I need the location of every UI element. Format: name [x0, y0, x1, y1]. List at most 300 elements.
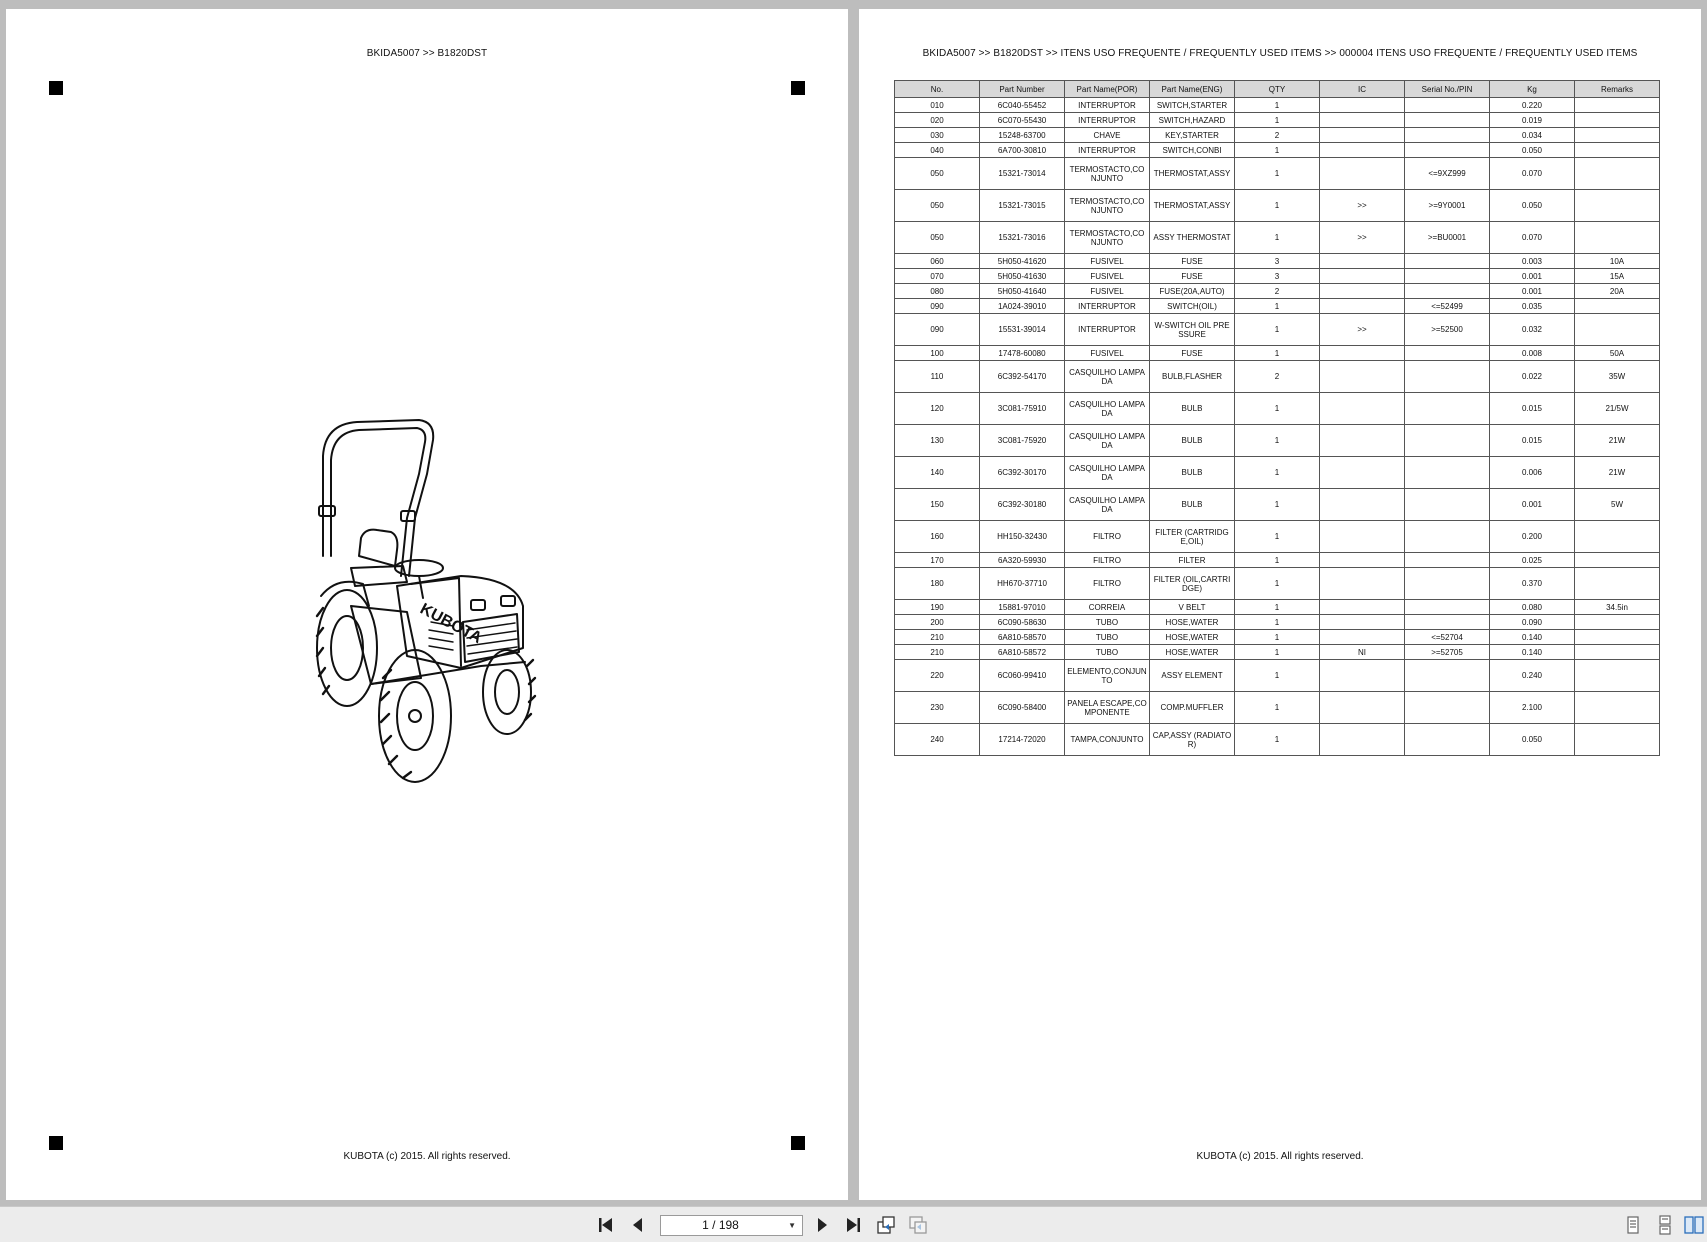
table-cell: >>	[1320, 222, 1405, 254]
table-cell	[1320, 361, 1405, 393]
table-cell	[1320, 284, 1405, 299]
table-cell: 0.140	[1490, 630, 1575, 645]
svg-text:KUBOTA: KUBOTA	[417, 600, 485, 648]
page-number-field[interactable]	[660, 1215, 803, 1236]
table-cell: ASSY ELEMENT	[1150, 660, 1235, 692]
table-cell	[1405, 284, 1490, 299]
column-header: Kg	[1490, 81, 1575, 98]
table-cell: 0.240	[1490, 660, 1575, 692]
table-cell: 1	[1235, 143, 1320, 158]
page-header: BKIDA5007 >> B1820DST >> ITENS USO FREQUENTE / FREQUENTLY USED ITEMS >> 000004 ITENS USO FREQUENTE / FREQUENTLY USED ITEMS	[922, 48, 1638, 59]
table-cell: 1	[1235, 113, 1320, 128]
table-cell: 6C392-54170	[980, 361, 1065, 393]
table-cell: HOSE,WATER	[1150, 615, 1235, 630]
table-cell: 220	[895, 660, 980, 692]
column-header: Part Name(POR)	[1065, 81, 1150, 98]
table-header-row	[895, 81, 1660, 98]
table-row	[895, 113, 1660, 128]
table-cell: SWITCH(OIL)	[1150, 299, 1235, 314]
table-cell	[1575, 98, 1660, 113]
table-cell	[1575, 724, 1660, 756]
table-cell: 15321-73016	[980, 222, 1065, 254]
column-header: Serial No./PIN	[1405, 81, 1490, 98]
table-cell: 1	[1235, 314, 1320, 346]
table-cell: 0.220	[1490, 98, 1575, 113]
table-row	[895, 346, 1660, 361]
table-cell: FILTRO	[1065, 553, 1150, 568]
table-row	[895, 630, 1660, 645]
table-row	[895, 660, 1660, 692]
last-page-icon[interactable]	[843, 1215, 863, 1235]
table-cell: 10A	[1575, 254, 1660, 269]
table-cell: >>	[1320, 314, 1405, 346]
table-cell: <=9XZ999	[1405, 158, 1490, 190]
table-cell: INTERRUPTOR	[1065, 143, 1150, 158]
table-cell	[1575, 143, 1660, 158]
extract-icon[interactable]	[908, 1215, 928, 1235]
table-cell	[1320, 521, 1405, 553]
table-cell: 200	[895, 615, 980, 630]
table-cell: 0.050	[1490, 143, 1575, 158]
table-cell: >>	[1320, 190, 1405, 222]
column-header: QTY	[1235, 81, 1320, 98]
table-cell: SWITCH,STARTER	[1150, 98, 1235, 113]
table-cell: 15531-39014	[980, 314, 1065, 346]
table-cell: FUSE	[1150, 346, 1235, 361]
table-cell	[1320, 113, 1405, 128]
table-cell: 030	[895, 128, 980, 143]
column-header: No.	[895, 81, 980, 98]
table-cell	[1405, 660, 1490, 692]
table-cell	[1405, 361, 1490, 393]
table-cell: 21W	[1575, 425, 1660, 457]
table-cell	[1575, 568, 1660, 600]
table-row	[895, 615, 1660, 630]
table-cell: FILTRO	[1065, 568, 1150, 600]
column-header: IC	[1320, 81, 1405, 98]
table-cell: 120	[895, 393, 980, 425]
table-cell: <=52704	[1405, 630, 1490, 645]
parts-table-body	[895, 98, 1660, 756]
table-cell: SWITCH,HAZARD	[1150, 113, 1235, 128]
table-row	[895, 361, 1660, 393]
table-cell	[1320, 299, 1405, 314]
table-cell: FUSIVEL	[1065, 346, 1150, 361]
table-cell	[1575, 630, 1660, 645]
table-cell: 1	[1235, 692, 1320, 724]
registration-mark	[49, 81, 63, 95]
table-cell	[1575, 521, 1660, 553]
table-cell: INTERRUPTOR	[1065, 314, 1150, 346]
table-cell: >=52500	[1405, 314, 1490, 346]
table-cell: 0.140	[1490, 645, 1575, 660]
table-cell: 130	[895, 425, 980, 457]
table-cell	[1320, 158, 1405, 190]
table-cell: 6A810-58572	[980, 645, 1065, 660]
table-cell	[1575, 645, 1660, 660]
table-cell: 15248-63700	[980, 128, 1065, 143]
table-cell: 5H050-41620	[980, 254, 1065, 269]
table-cell: 15881-97010	[980, 600, 1065, 615]
table-cell: 1	[1235, 521, 1320, 553]
table-cell: 0.070	[1490, 222, 1575, 254]
table-cell: FILTER	[1150, 553, 1235, 568]
table-cell	[1405, 393, 1490, 425]
parts-table	[894, 80, 1660, 756]
table-cell: 080	[895, 284, 980, 299]
table-cell: 2	[1235, 284, 1320, 299]
table-cell: 230	[895, 692, 980, 724]
table-cell: 170	[895, 553, 980, 568]
table-cell: 0.090	[1490, 615, 1575, 630]
table-cell: CASQUILHO LAMPADA	[1065, 393, 1150, 425]
table-cell	[1320, 630, 1405, 645]
table-cell	[1320, 128, 1405, 143]
table-cell	[1320, 660, 1405, 692]
table-cell	[1405, 521, 1490, 553]
table-cell: >=9Y0001	[1405, 190, 1490, 222]
table-cell	[1320, 346, 1405, 361]
table-cell: 1	[1235, 553, 1320, 568]
table-cell: INTERRUPTOR	[1065, 98, 1150, 113]
table-cell: 1	[1235, 222, 1320, 254]
table-row	[895, 158, 1660, 190]
table-cell: 100	[895, 346, 980, 361]
table-cell: TERMOSTACTO,CONJUNTO	[1065, 222, 1150, 254]
table-cell: BULB	[1150, 425, 1235, 457]
table-cell: FUSE	[1150, 254, 1235, 269]
table-cell: HOSE,WATER	[1150, 645, 1235, 660]
table-cell	[1405, 568, 1490, 600]
table-cell	[1320, 692, 1405, 724]
table-row	[895, 457, 1660, 489]
table-cell: 6A320-59930	[980, 553, 1065, 568]
table-cell: 210	[895, 645, 980, 660]
two-page-view-icon[interactable]	[1684, 1215, 1704, 1235]
table-row	[895, 314, 1660, 346]
table-row	[895, 521, 1660, 553]
table-cell: CORREIA	[1065, 600, 1150, 615]
table-cell: 090	[895, 314, 980, 346]
registration-mark	[49, 1136, 63, 1150]
table-row	[895, 254, 1660, 269]
prev-page-icon[interactable]	[628, 1215, 648, 1235]
table-cell: 0.003	[1490, 254, 1575, 269]
page-header: BKIDA5007 >> B1820DST	[366, 48, 488, 59]
table-cell: THERMOSTAT,ASSY	[1150, 190, 1235, 222]
table-cell: BULB	[1150, 489, 1235, 521]
table-cell: 6C392-30180	[980, 489, 1065, 521]
tractor-illustration	[311, 416, 571, 796]
column-header: Part Name(ENG)	[1150, 81, 1235, 98]
table-cell: INTERRUPTOR	[1065, 113, 1150, 128]
table-cell: 6C090-58630	[980, 615, 1065, 630]
table-cell	[1320, 457, 1405, 489]
table-cell	[1575, 222, 1660, 254]
table-cell: CHAVE	[1065, 128, 1150, 143]
table-cell: 3C081-75910	[980, 393, 1065, 425]
table-cell: 6C070-55430	[980, 113, 1065, 128]
table-cell: 3	[1235, 269, 1320, 284]
table-cell: 040	[895, 143, 980, 158]
table-cell: 6A810-58570	[980, 630, 1065, 645]
table-cell: TUBO	[1065, 645, 1150, 660]
table-cell: CASQUILHO LAMPADA	[1065, 425, 1150, 457]
table-cell: 150	[895, 489, 980, 521]
table-cell: 1	[1235, 457, 1320, 489]
table-cell	[1320, 724, 1405, 756]
table-cell: THERMOSTAT,ASSY	[1150, 158, 1235, 190]
table-cell: 0.050	[1490, 724, 1575, 756]
table-cell: 17214-72020	[980, 724, 1065, 756]
table-cell: 090	[895, 299, 980, 314]
table-cell: HH670-37710	[980, 568, 1065, 600]
table-cell	[1320, 615, 1405, 630]
table-cell	[1405, 128, 1490, 143]
table-cell: 160	[895, 521, 980, 553]
table-cell: 34.5in	[1575, 600, 1660, 615]
table-cell	[1320, 98, 1405, 113]
table-cell: 070	[895, 269, 980, 284]
table-row	[895, 489, 1660, 521]
table-cell: 1	[1235, 346, 1320, 361]
table-cell: 1	[1235, 724, 1320, 756]
table-cell: 1	[1235, 98, 1320, 113]
table-cell: 110	[895, 361, 980, 393]
page-indicator: 1 / 198	[702, 1218, 739, 1232]
right-page	[859, 9, 1701, 1200]
table-row	[895, 128, 1660, 143]
table-row	[895, 600, 1660, 615]
table-row	[895, 222, 1660, 254]
table-row	[895, 269, 1660, 284]
table-cell: 010	[895, 98, 980, 113]
table-row	[895, 98, 1660, 113]
table-cell	[1405, 553, 1490, 568]
table-cell: 5H050-41630	[980, 269, 1065, 284]
table-cell	[1405, 692, 1490, 724]
table-row	[895, 568, 1660, 600]
continuous-view-icon[interactable]	[1655, 1215, 1675, 1235]
table-cell	[1405, 425, 1490, 457]
table-cell: FUSIVEL	[1065, 254, 1150, 269]
table-cell	[1405, 615, 1490, 630]
table-cell: 0.008	[1490, 346, 1575, 361]
table-cell: COMP.MUFFLER	[1150, 692, 1235, 724]
table-cell	[1405, 143, 1490, 158]
table-cell	[1575, 692, 1660, 724]
table-cell: 15321-73015	[980, 190, 1065, 222]
table-cell: 0.015	[1490, 425, 1575, 457]
table-cell	[1320, 269, 1405, 284]
table-cell	[1575, 615, 1660, 630]
dropdown-caret-icon[interactable]: ▼	[788, 1221, 796, 1230]
table-cell: 1	[1235, 299, 1320, 314]
table-row	[895, 393, 1660, 425]
table-cell: 050	[895, 222, 980, 254]
table-cell: 050	[895, 158, 980, 190]
table-cell: INTERRUPTOR	[1065, 299, 1150, 314]
table-cell: 2.100	[1490, 692, 1575, 724]
table-cell	[1320, 600, 1405, 615]
table-cell: 020	[895, 113, 980, 128]
table-cell	[1405, 489, 1490, 521]
table-cell: 6A700-30810	[980, 143, 1065, 158]
table-cell: 1	[1235, 600, 1320, 615]
table-cell	[1320, 425, 1405, 457]
next-page-icon[interactable]	[812, 1215, 832, 1235]
table-cell	[1320, 553, 1405, 568]
table-cell	[1320, 393, 1405, 425]
viewer-toolbar	[0, 1206, 1707, 1242]
table-cell: 1	[1235, 630, 1320, 645]
table-cell: 060	[895, 254, 980, 269]
column-header: Part Number	[980, 81, 1065, 98]
table-cell: 15321-73014	[980, 158, 1065, 190]
table-cell: CASQUILHO LAMPADA	[1065, 457, 1150, 489]
table-cell: >=52705	[1405, 645, 1490, 660]
table-cell: 50A	[1575, 346, 1660, 361]
table-cell	[1575, 299, 1660, 314]
table-cell: 190	[895, 600, 980, 615]
table-cell: 1	[1235, 489, 1320, 521]
table-cell: ELEMENTO,CONJUNTO	[1065, 660, 1150, 692]
table-cell: 0.015	[1490, 393, 1575, 425]
table-cell: 240	[895, 724, 980, 756]
table-cell: ASSY THERMOSTAT	[1150, 222, 1235, 254]
table-cell: W-SWITCH OIL PRESSURE	[1150, 314, 1235, 346]
table-cell: 0.080	[1490, 600, 1575, 615]
table-cell: 6C090-58400	[980, 692, 1065, 724]
table-cell	[1320, 254, 1405, 269]
single-page-view-icon[interactable]	[1623, 1215, 1643, 1235]
table-cell: 3C081-75920	[980, 425, 1065, 457]
table-row	[895, 143, 1660, 158]
table-cell: 0.200	[1490, 521, 1575, 553]
table-cell: TERMOSTACTO,CONJUNTO	[1065, 190, 1150, 222]
table-cell: 210	[895, 630, 980, 645]
table-cell: 5H050-41640	[980, 284, 1065, 299]
table-cell: 1	[1235, 615, 1320, 630]
table-cell: CAP,ASSY (RADIATOR)	[1150, 724, 1235, 756]
table-cell: FUSE(20A,AUTO)	[1150, 284, 1235, 299]
table-cell	[1405, 254, 1490, 269]
table-row	[895, 190, 1660, 222]
table-cell: <=52499	[1405, 299, 1490, 314]
table-cell: 3	[1235, 254, 1320, 269]
table-cell	[1405, 600, 1490, 615]
table-cell: SWITCH,CONBI	[1150, 143, 1235, 158]
table-row	[895, 692, 1660, 724]
table-cell: FILTRO	[1065, 521, 1150, 553]
first-page-icon[interactable]	[596, 1215, 616, 1235]
table-cell: 0.025	[1490, 553, 1575, 568]
table-cell	[1405, 346, 1490, 361]
table-cell: 1	[1235, 660, 1320, 692]
table-cell	[1575, 660, 1660, 692]
table-cell: 1	[1235, 158, 1320, 190]
table-cell: 0.070	[1490, 158, 1575, 190]
table-cell: 0.034	[1490, 128, 1575, 143]
left-page	[6, 9, 848, 1200]
table-cell: FUSE	[1150, 269, 1235, 284]
table-cell: TUBO	[1065, 630, 1150, 645]
table-cell: CASQUILHO LAMPADA	[1065, 361, 1150, 393]
table-cell: 15A	[1575, 269, 1660, 284]
table-cell: 6C040-55452	[980, 98, 1065, 113]
table-cell	[1320, 489, 1405, 521]
table-cell	[1575, 128, 1660, 143]
table-cell: 6C392-30170	[980, 457, 1065, 489]
table-cell: FUSIVEL	[1065, 269, 1150, 284]
table-cell: 20A	[1575, 284, 1660, 299]
table-cell: FILTER (CARTRIDGE,OIL)	[1150, 521, 1235, 553]
table-cell: TAMPA,CONJUNTO	[1065, 724, 1150, 756]
table-cell: 1	[1235, 190, 1320, 222]
table-cell: 6C060-99410	[980, 660, 1065, 692]
table-cell: 0.022	[1490, 361, 1575, 393]
table-cell	[1320, 568, 1405, 600]
table-cell: CASQUILHO LAMPADA	[1065, 489, 1150, 521]
table-cell: 35W	[1575, 361, 1660, 393]
column-header: Remarks	[1575, 81, 1660, 98]
table-row	[895, 299, 1660, 314]
table-cell: 2	[1235, 128, 1320, 143]
table-row	[895, 284, 1660, 299]
table-row	[895, 425, 1660, 457]
page-footer: KUBOTA (c) 2015. All rights reserved.	[343, 1151, 511, 1162]
table-cell: BULB	[1150, 393, 1235, 425]
table-cell: KEY,STARTER	[1150, 128, 1235, 143]
table-cell: 1	[1235, 425, 1320, 457]
table-cell: FUSIVEL	[1065, 284, 1150, 299]
table-cell	[1575, 190, 1660, 222]
table-cell: FILTER (OIL,CARTRIDGE)	[1150, 568, 1235, 600]
table-cell: 140	[895, 457, 980, 489]
table-cell: NI	[1320, 645, 1405, 660]
table-cell	[1405, 457, 1490, 489]
table-cell: 5W	[1575, 489, 1660, 521]
table-cell: BULB	[1150, 457, 1235, 489]
table-cell: V BELT	[1150, 600, 1235, 615]
table-cell: 0.032	[1490, 314, 1575, 346]
table-cell	[1320, 143, 1405, 158]
table-cell: 21/5W	[1575, 393, 1660, 425]
registration-mark	[791, 1136, 805, 1150]
table-cell: 0.019	[1490, 113, 1575, 128]
table-cell: TUBO	[1065, 615, 1150, 630]
table-cell: 0.001	[1490, 269, 1575, 284]
table-cell: 2	[1235, 361, 1320, 393]
table-cell: 0.001	[1490, 489, 1575, 521]
rotate-icon[interactable]	[876, 1215, 896, 1235]
table-cell: 0.050	[1490, 190, 1575, 222]
table-cell: 1	[1235, 568, 1320, 600]
table-cell: 0.035	[1490, 299, 1575, 314]
table-cell	[1575, 158, 1660, 190]
registration-mark	[791, 81, 805, 95]
table-cell: HOSE,WATER	[1150, 630, 1235, 645]
table-cell: BULB,FLASHER	[1150, 361, 1235, 393]
table-cell: 17478-60080	[980, 346, 1065, 361]
table-cell: HH150-32430	[980, 521, 1065, 553]
table-row	[895, 724, 1660, 756]
table-row	[895, 645, 1660, 660]
table-cell	[1575, 113, 1660, 128]
table-cell: 1A024-39010	[980, 299, 1065, 314]
table-cell: TERMOSTACTO,CONJUNTO	[1065, 158, 1150, 190]
table-cell: PANELA ESCAPE,COMPONENTE	[1065, 692, 1150, 724]
